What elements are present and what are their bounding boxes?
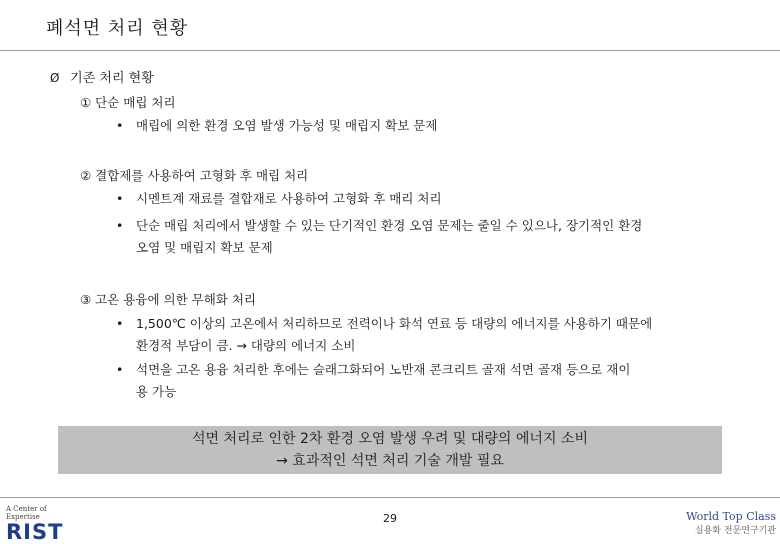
callout-line-2: → 효과적인 석면 처리 기술 개발 필요 — [276, 453, 504, 469]
page-number: 29 — [383, 512, 397, 525]
rist-logo — [6, 505, 76, 544]
bullet-dot-icon: • — [116, 191, 124, 206]
bullet-text-line-2: 환경적 부담이 큼. → 대량의 에너지 소비 — [136, 338, 356, 353]
footer-divider — [0, 497, 780, 498]
arrow-bullet-icon: Ø — [50, 71, 60, 85]
bullet-text: 시멘트계 재료를 결합재로 사용하여 고형화 후 매리 처리 — [136, 191, 442, 206]
world-top-class-subtitle: 실용화 전문연구기관 — [694, 526, 776, 536]
callout-line-1: 석면 처리로 인한 2차 환경 오염 발생 우려 및 대량의 에너지 소비 — [192, 431, 588, 447]
rist-logo-tagline: A Center of Expertise — [6, 505, 47, 521]
bullet-dot-icon: • — [116, 218, 124, 233]
bullet-text-line-1: 1,500℃ 이상의 고온에서 처리하므로 전력이나 화석 연료 등 대량의 에너지를 사용하기 때문에 — [136, 316, 653, 331]
bullet-text: 매립에 의한 환경 오염 발생 가능성 및 매립지 확보 문제 — [136, 118, 438, 133]
bullet-text-line-2: 용 가능 — [136, 384, 177, 399]
rist-logo-wordmark: RIST — [6, 520, 64, 544]
item-heading-1: ① 단순 매립 처리 — [80, 95, 176, 110]
world-top-class-logo — [686, 510, 776, 536]
bullet-dot-icon: • — [116, 118, 124, 133]
section-heading — [50, 67, 154, 86]
bullet-item — [118, 359, 738, 403]
bullet-item — [118, 188, 738, 210]
bullet-item — [118, 313, 738, 357]
title-divider — [0, 50, 780, 51]
bullet-text-line-2: 오염 및 매립지 확보 문제 — [136, 240, 273, 255]
item-heading-3: ③ 고온 용융에 의한 무해화 처리 — [80, 292, 256, 307]
bullet-text-line-1: 단순 매립 처리에서 발생할 수 있는 단기적인 환경 오염 문제는 줄일 수 있으나, 장기적인 환경 — [136, 218, 643, 233]
world-top-class-wordmark: World Top Class — [686, 510, 776, 523]
bullet-item — [118, 115, 738, 137]
bullet-text-line-1: 석면을 고온 용융 처리한 후에는 슬래그화되어 노반재 콘크리트 골재 석면 골재 등으로 재이 — [136, 362, 631, 377]
section-heading-label: 기존 처리 현황 — [70, 71, 154, 86]
bullet-dot-icon: • — [116, 362, 124, 377]
page-title: 폐석면 처리 현황 — [46, 18, 189, 39]
conclusion-callout — [58, 426, 722, 474]
bullet-item — [118, 215, 738, 259]
item-heading-2: ② 결합제를 사용하여 고형화 후 매립 처리 — [80, 168, 309, 183]
bullet-dot-icon: • — [116, 316, 124, 331]
